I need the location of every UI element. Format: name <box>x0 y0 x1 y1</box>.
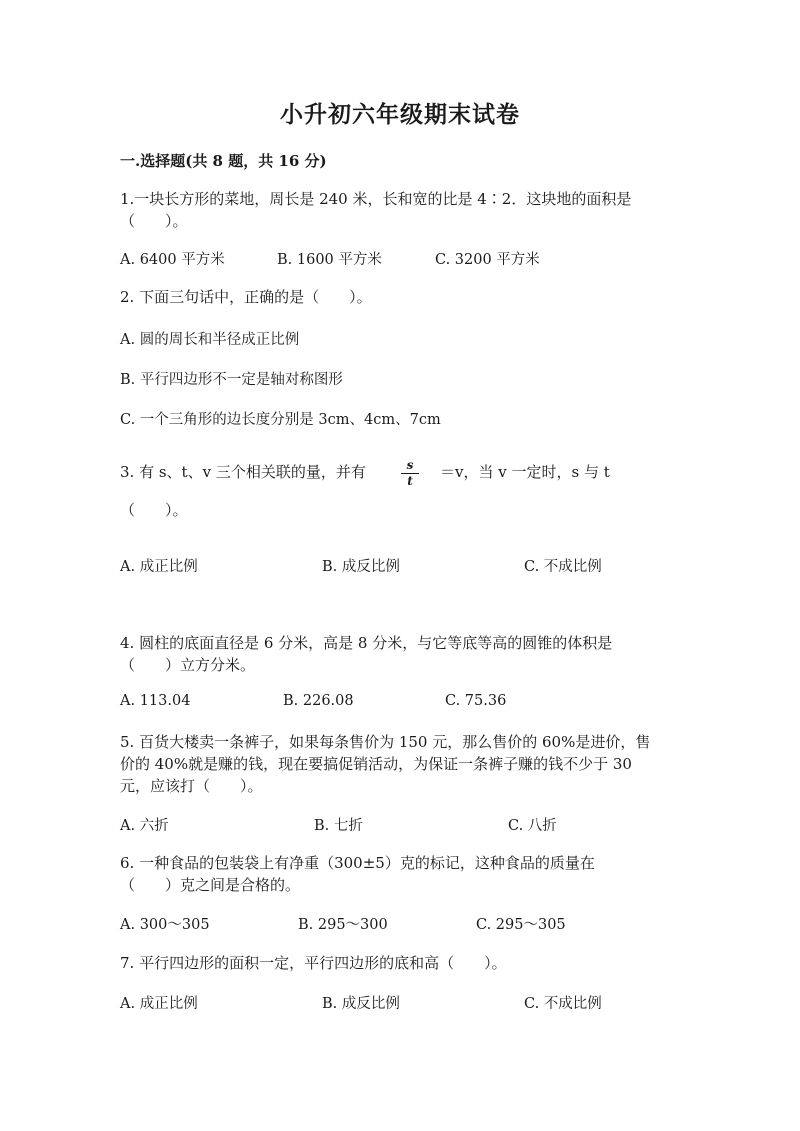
question-6-blank: （ ）克之间是合格的。 <box>120 876 301 894</box>
question-5-text-line-2: 价的 40%就是赚的钱，现在要搞促销活动，为保证一条裤子赚的钱不少于 30 <box>120 755 632 773</box>
question-3-blank: （ ）。 <box>120 501 188 519</box>
question-5-text-line-1: 5. 百货大楼卖一条裤子，如果每条售价为 150 元，那么售价的 60%是进价，售 <box>120 733 651 751</box>
question-4-blank: （ ）立方分米。 <box>120 656 256 674</box>
question-4-option-a: A. 113.04 <box>120 693 191 709</box>
question-2-option-a: A. 圆的周长和半径成正比例 <box>120 332 300 348</box>
page-title: 小升初六年级期末试卷 <box>280 101 520 128</box>
question-3-option-c: C. 不成比例 <box>524 559 602 575</box>
question-7-option-a: A. 成正比例 <box>120 996 198 1012</box>
question-3-text-start: 3. 有 s、t、v 三个相关联的量，并有 <box>120 463 366 481</box>
question-5-text-line-3: 元，应该打（ ）。 <box>120 777 263 795</box>
question-1-text: 1.一块长方形的菜地，周长是 240 米，长和宽的比是 4∶2．这块地的面积是 <box>120 190 632 208</box>
question-1-blank: （ ）。 <box>120 212 188 230</box>
question-3-option-b: B. 成反比例 <box>322 559 400 575</box>
question-1-option-a: A. 6400 平方米 <box>120 252 225 268</box>
fraction-denominator: t <box>407 474 413 488</box>
question-5-option-b: B. 七折 <box>314 818 363 834</box>
section-heading: 一.选择题(共 8 题，共 16 分) <box>120 152 327 170</box>
question-7-text: 7. 平行四边形的面积一定，平行四边形的底和高（ ）。 <box>120 954 507 972</box>
question-2-text: 2. 下面三句话中，正确的是（ ）。 <box>120 288 372 306</box>
question-4-option-b: B. 226.08 <box>283 693 354 709</box>
question-4-text: 4. 圆柱的底面直径是 6 分米，高是 8 分米，与它等底等高的圆锥的体积是 <box>120 634 613 652</box>
question-6-option-a: A. 300～305 <box>120 917 210 933</box>
fraction-s-over-t <box>401 459 419 488</box>
question-7-option-c: C. 不成比例 <box>524 996 602 1012</box>
question-6-option-b: B. 295～300 <box>298 917 388 933</box>
question-1-option-b: B. 1600 平方米 <box>277 252 382 268</box>
question-6-text: 6. 一种食品的包装袋上有净重（300±5）克的标记，这种食品的质量在 <box>120 854 595 872</box>
question-2-option-b: B. 平行四边形不一定是轴对称图形 <box>120 372 343 388</box>
question-7-option-b: B. 成反比例 <box>322 996 400 1012</box>
question-1-option-c: C. 3200 平方米 <box>435 252 540 268</box>
question-2-option-c: C. 一个三角形的边长度分别是 3cm、4cm、7cm <box>120 412 441 428</box>
question-5-option-c: C. 八折 <box>508 818 557 834</box>
fraction-numerator: s <box>406 458 414 472</box>
question-3-text-end: ＝v，当 v 一定时，s 与 t <box>440 463 610 481</box>
question-3-option-a: A. 成正比例 <box>120 559 198 575</box>
question-6-option-c: C. 295～305 <box>476 917 566 933</box>
question-4-option-c: C. 75.36 <box>445 693 507 709</box>
question-5-option-a: A. 六折 <box>120 818 169 834</box>
